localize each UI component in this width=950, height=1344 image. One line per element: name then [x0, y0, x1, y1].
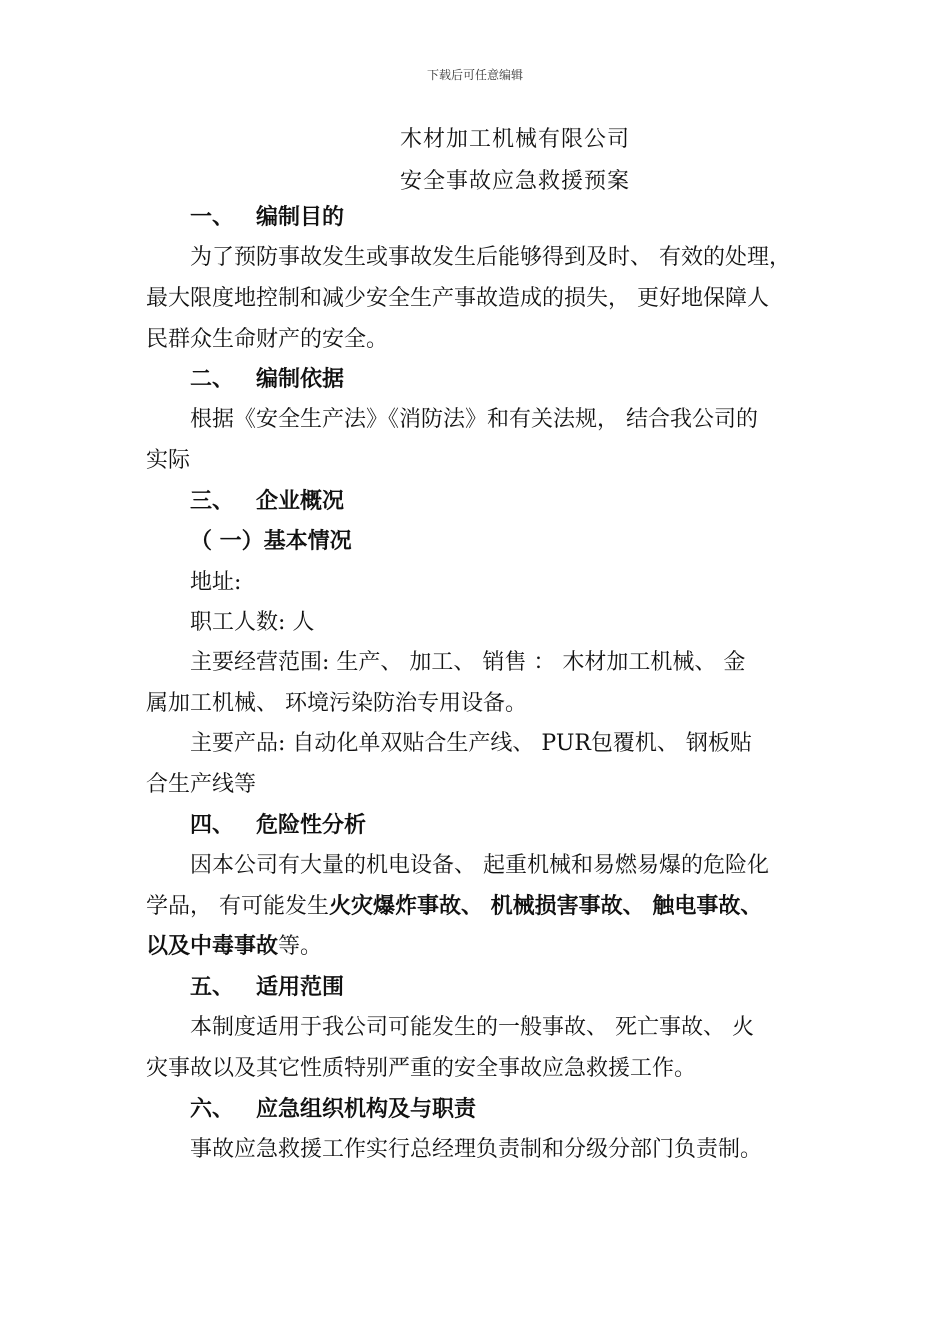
section-heading-5	[190, 973, 344, 1003]
paragraph-line	[146, 892, 762, 922]
paragraph-line: 民群众生命财产的安全。	[146, 327, 389, 352]
subsection-heading: （ 一）基本情况	[190, 529, 352, 554]
section-heading-4	[190, 811, 366, 841]
section-number: 六、	[190, 1097, 235, 1122]
section-heading-2	[190, 365, 344, 395]
section-number: 三、	[190, 489, 235, 514]
paragraph-text: 学品， 有可能发生	[146, 894, 329, 919]
staff-count-line: 职工人数: 人	[190, 610, 315, 635]
products-line: 主要产品: 自动化单双贴合生产线、 PUR包覆机、 钢板贴	[190, 731, 752, 756]
paragraph-line: 灾事故以及其它性质特别严重的安全事故应急救援工作。	[146, 1056, 697, 1081]
section-title: 编制目的	[256, 205, 345, 230]
bold-accident-types: 以及中毒事故	[146, 934, 279, 959]
business-scope-line: 主要经营范围: 生产、 加工、 销售 ： 木材加工机械、 金	[190, 650, 746, 675]
section-title: 企业概况	[256, 489, 345, 514]
paragraph-line: 因本公司有大量的机电设备、 起重机械和易燃易爆的危险化	[190, 853, 769, 878]
section-number: 五、	[190, 975, 235, 1000]
business-scope-line: 属加工机械、 环境污染防治专用设备。	[146, 691, 527, 716]
section-number: 四、	[190, 813, 235, 838]
paragraph-line: 根据《安全生产法》《消防法》和有关法规， 结合我公司的	[190, 407, 758, 432]
paragraph-text: 等。	[278, 934, 323, 959]
document-title-company: 木材加工机械有限公司	[399, 127, 630, 152]
products-line: 合生产线等	[146, 772, 257, 797]
document-title-plan: 安全事故应急救援预案	[399, 169, 630, 194]
section-heading-3	[190, 487, 344, 517]
paragraph-line: 为了预防事故发生或事故发生后能够得到及时、 有效的处理，	[190, 245, 791, 270]
section-number: 一、	[190, 205, 235, 230]
address-line: 地址:	[190, 570, 242, 595]
bold-accident-types: 火灾爆炸事故、 机械损害事故、 触电事故、	[329, 894, 763, 919]
section-heading-6	[190, 1095, 476, 1125]
section-heading-1	[190, 203, 344, 233]
section-title: 应急组织机构及与职责	[256, 1097, 477, 1122]
paragraph-line: 最大限度地控制和减少安全生产事故造成的损失， 更好地保障人	[146, 286, 769, 311]
section-title: 编制依据	[256, 367, 345, 392]
paragraph-line: 实际	[146, 448, 191, 473]
section-number: 二、	[190, 367, 235, 392]
paragraph-line: 本制度适用于我公司可能发生的一般事故、 死亡事故、 火	[190, 1015, 754, 1040]
header-note: 下载后可任意编辑	[426, 68, 523, 82]
paragraph-line	[146, 932, 322, 962]
section-title: 危险性分析	[256, 813, 367, 838]
section-title: 适用范围	[256, 975, 345, 1000]
paragraph-line: 事故应急救援工作实行总经理负责制和分级分部门负责制。	[190, 1137, 763, 1162]
